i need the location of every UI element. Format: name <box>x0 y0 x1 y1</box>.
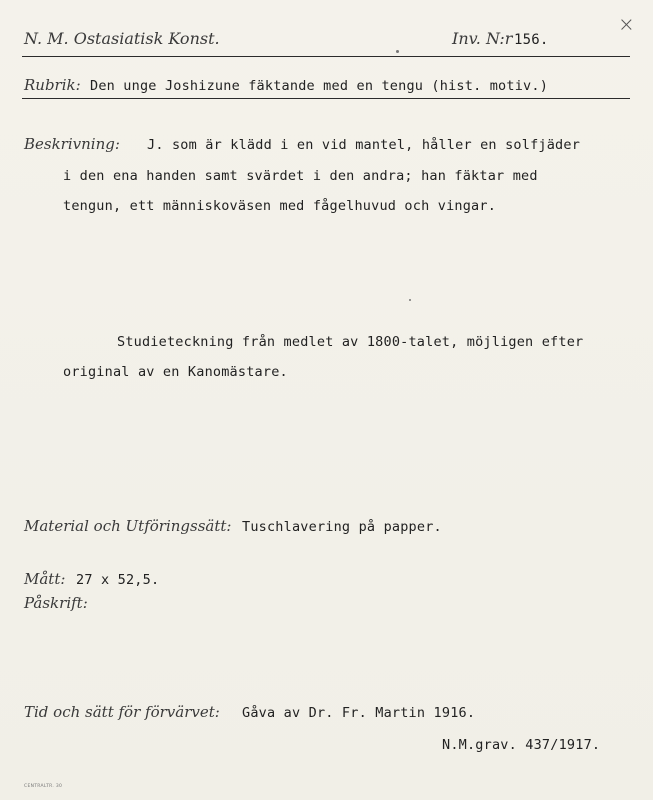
inv-label: Inv. N:r <box>452 29 513 48</box>
beskrivning-line-1: J. som är klädd i en vid mantel, håller en solfjäder <box>147 137 581 153</box>
material-label: Material och Utföringssätt: <box>24 517 232 535</box>
beskrivning-label: Beskrivning: <box>24 135 120 153</box>
rubrik-rule <box>22 98 630 99</box>
beskrivning-line-3: tengun, ett människoväsen med fågelhuvud och vingar. <box>63 198 497 214</box>
study-note-line-1: Studieteckning från medlet av 1800-talet, möjligen efter <box>117 334 584 350</box>
header-rule <box>22 56 630 57</box>
forvarv-label: Tid och sätt för förvärvet: <box>24 703 220 721</box>
grav-reference: N.M.grav. 437/1917. <box>442 737 601 753</box>
material-value: Tuschlavering på papper. <box>242 519 442 535</box>
corner-cross-mark: × <box>618 12 635 36</box>
ink-dot <box>396 50 399 53</box>
matt-label: Mått: <box>24 570 66 588</box>
speck <box>409 299 411 301</box>
rubrik-label: Rubrik: <box>24 76 81 94</box>
forvarv-value: Gåva av Dr. Fr. Martin 1916. <box>242 705 476 721</box>
inv-number: 156. <box>514 32 549 48</box>
printer-mark: CENTRALTR. 30 <box>24 784 63 789</box>
matt-value: 27 x 52,5. <box>76 572 160 588</box>
paskrift-label: Påskrift: <box>24 594 88 612</box>
beskrivning-line-2: i den ena handen samt svärdet i den andra; han fäktar med <box>63 168 538 184</box>
collection-name: N. M. Ostasiatisk Konst. <box>24 29 220 48</box>
study-note-line-2: original av en Kanomästare. <box>63 364 288 380</box>
rubrik-value: Den unge Joshizune fäktande med en tengu (hist. motiv.) <box>90 78 549 94</box>
